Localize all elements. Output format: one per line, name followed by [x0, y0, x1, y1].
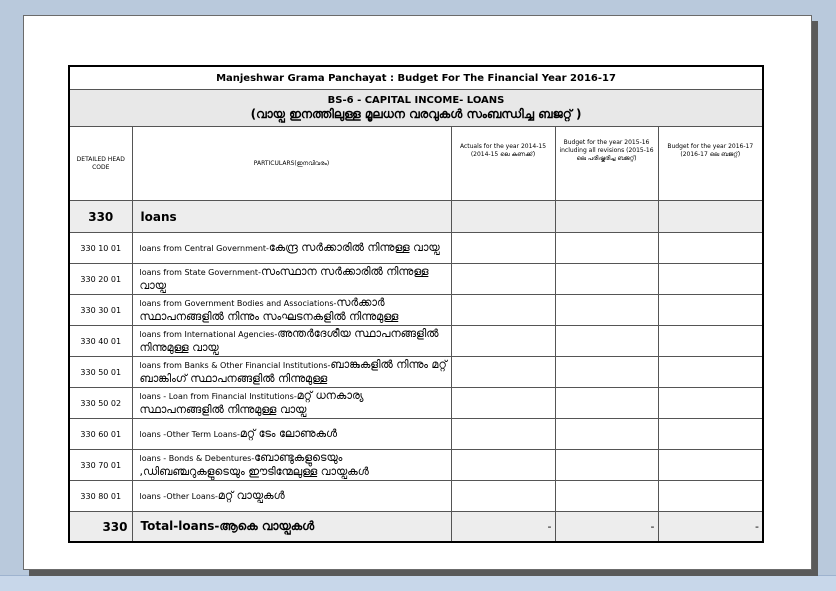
- row-budget-revised: [555, 357, 658, 388]
- total-budget-new: -: [658, 512, 763, 543]
- row-label-english: loans -Other Loans-: [139, 492, 218, 501]
- header-code: DETAILED HEAD CODE: [69, 127, 132, 201]
- row-particulars: [132, 295, 451, 326]
- row-code: 330 30 01: [69, 295, 132, 326]
- row-code: 330 20 01: [69, 264, 132, 295]
- row-particulars: [132, 419, 451, 450]
- row-particulars: [132, 481, 451, 512]
- row-budget-revised: [555, 233, 658, 264]
- total-row: [69, 512, 763, 543]
- row-budget-new: [658, 233, 763, 264]
- row-budget-new: [658, 326, 763, 357]
- row-budget-revised: [555, 264, 658, 295]
- total-actuals: -: [451, 512, 555, 543]
- row-label-english: loans from Government Bodies and Associations-: [139, 299, 337, 308]
- table-row: [69, 450, 763, 481]
- row-actuals: [451, 264, 555, 295]
- budget-table: [68, 65, 764, 543]
- row-budget-revised: [555, 419, 658, 450]
- row-label-english: loans - Loan from Financial Institutions-: [139, 392, 297, 401]
- row-budget-new: [658, 295, 763, 326]
- section-budget-new: [658, 201, 763, 233]
- row-label-english: loans from Banks & Other Financial Institutions-: [139, 361, 331, 370]
- row-budget-new: [658, 388, 763, 419]
- row-budget-new: [658, 419, 763, 450]
- row-label-malayalam: അന്തർദേശീയ സ്ഥാപനങ്ങളിൽ നിന്നുമുള്ള വായ്പ: [139, 327, 439, 354]
- row-code: 330 70 01: [69, 450, 132, 481]
- row-label-english: loans from International Agencies-: [139, 330, 278, 339]
- row-actuals: [451, 450, 555, 481]
- section-row: [69, 201, 763, 233]
- header-actuals: Actuals for the year 2014-15 (2014-15 ലെ കണക്ക്): [451, 127, 555, 201]
- row-budget-revised: [555, 450, 658, 481]
- subtitle-row: [69, 90, 763, 127]
- header-row: [69, 127, 763, 201]
- row-budget-new: [658, 357, 763, 388]
- row-label-malayalam: ബോണ്ടുകളുടെയും ,ഡിബഞ്ചറുകളുടെയും ഈടിന്മേലുള്ള വായ്പകൾ: [139, 451, 369, 478]
- row-label-malayalam: സംസ്ഥാന സർക്കാരിൽ നിന്നുള്ള വായ്പ: [139, 265, 429, 292]
- row-particulars: [132, 264, 451, 295]
- table-row: [69, 388, 763, 419]
- subtitle-cell: [69, 90, 763, 127]
- row-budget-new: [658, 264, 763, 295]
- row-label-malayalam: മറ്റ് വായ്പകൾ: [217, 489, 285, 502]
- section-code: 330: [69, 201, 132, 233]
- row-label-english: loans -Other Term Loans-: [139, 430, 240, 439]
- row-budget-revised: [555, 295, 658, 326]
- table-row: [69, 357, 763, 388]
- subtitle-malayalam: (വായ്പ ഇനത്തിലുള്ള മൂലധന വരവുകൾ സംബന്ധിച്ച ബജറ്റ് ): [250, 106, 582, 121]
- document-title: Manjeshwar Grama Panchayat : Budget For The Financial Year 2016-17: [69, 66, 763, 90]
- row-actuals: [451, 481, 555, 512]
- section-label: loans: [132, 201, 451, 233]
- section-budget-revised: [555, 201, 658, 233]
- row-label-malayalam: ബാങ്കുകളിൽ നിന്നും മറ്റ് ബാങ്കിംഗ് സ്ഥാപനങ്ങളിൽ നിന്നുമുള്ള: [139, 358, 447, 385]
- table-row: [69, 264, 763, 295]
- row-particulars: [132, 388, 451, 419]
- table-row: [69, 481, 763, 512]
- window-bottom-strip: [0, 575, 836, 591]
- section-actuals: [451, 201, 555, 233]
- table-row: [69, 233, 763, 264]
- row-code: 330 60 01: [69, 419, 132, 450]
- table-row: [69, 326, 763, 357]
- row-budget-new: [658, 481, 763, 512]
- row-label-malayalam: മറ്റ് ടേം ലോണുകൾ: [239, 427, 338, 440]
- row-particulars: [132, 233, 451, 264]
- total-budget-revised: -: [555, 512, 658, 543]
- row-particulars: [132, 450, 451, 481]
- row-label-malayalam: മറ്റ് ധനകാര്യ സ്ഥാപനങ്ങളിൽ നിന്നുമുള്ള വായ്പ: [139, 389, 364, 416]
- header-particulars: PARTICULARS(ഇനവിവരം): [132, 127, 451, 201]
- row-actuals: [451, 357, 555, 388]
- row-budget-revised: [555, 388, 658, 419]
- row-code: 330 50 01: [69, 357, 132, 388]
- row-actuals: [451, 295, 555, 326]
- row-actuals: [451, 233, 555, 264]
- table-row: [69, 419, 763, 450]
- table-row: [69, 295, 763, 326]
- row-label-english: loans from Central Government-: [139, 244, 269, 253]
- total-label: Total-loans-ആകെ വായ്പകൾ: [132, 512, 451, 543]
- row-code: 330 10 01: [69, 233, 132, 264]
- row-actuals: [451, 326, 555, 357]
- total-code: 330: [69, 512, 132, 543]
- row-code: 330 80 01: [69, 481, 132, 512]
- row-budget-revised: [555, 481, 658, 512]
- row-actuals: [451, 419, 555, 450]
- row-particulars: [132, 326, 451, 357]
- row-label-malayalam: കേന്ദ്ര സർക്കാരിൽ നിന്നുള്ള വായ്പ: [268, 241, 440, 254]
- header-budget-revised: Budget for the year 2015-16 including all revisions (2015-16 ലെ പരിഷ്കരിച്ച ബജറ്റ്): [555, 127, 658, 201]
- row-label-malayalam: സർക്കാർ സ്ഥാപനങ്ങളിൽ നിന്നും സംഘടനകളിൽ നിന്നുമുള്ള: [139, 296, 399, 323]
- subtitle-code: BS-6 - CAPITAL INCOME- LOANS: [327, 94, 505, 106]
- row-budget-revised: [555, 326, 658, 357]
- row-budget-new: [658, 450, 763, 481]
- title-row: [69, 66, 763, 90]
- header-budget-new: Budget for the year 2016-17 (2016-17 ലെ ബജറ്റ്): [658, 127, 763, 201]
- row-code: 330 50 02: [69, 388, 132, 419]
- row-code: 330 40 01: [69, 326, 132, 357]
- row-label-english: loans from State Government-: [139, 268, 261, 277]
- row-label-english: loans - Bonds & Debentures-: [139, 454, 255, 463]
- row-particulars: [132, 357, 451, 388]
- row-actuals: [451, 388, 555, 419]
